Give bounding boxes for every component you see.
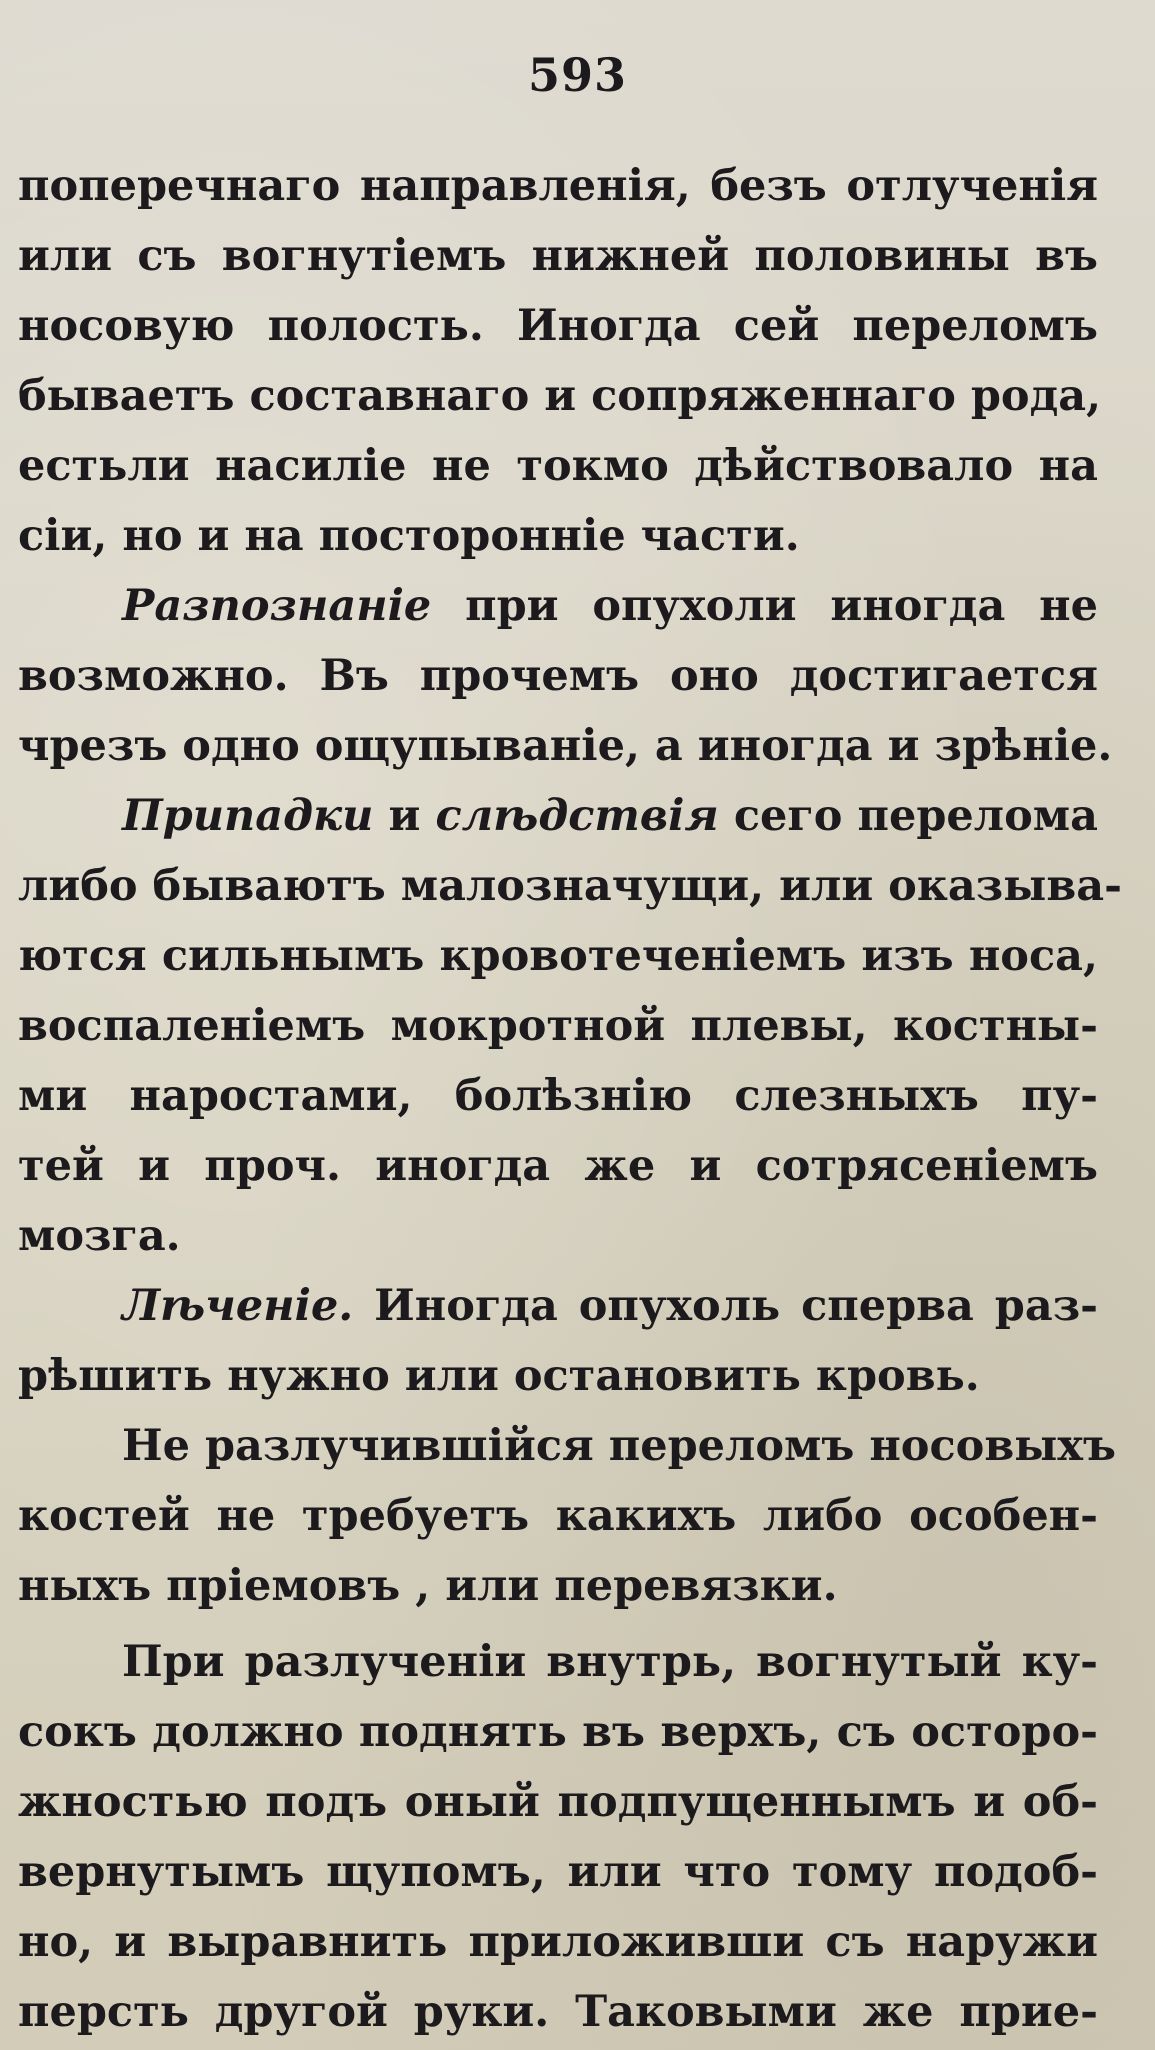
- text-line: ныхъ пріемовъ , или перевязки.: [18, 1561, 838, 1611]
- text-line: рѣшить нужно или остановить кровь.: [18, 1351, 980, 1401]
- text-line-fragment: сего перелома: [733, 791, 1098, 841]
- text-line: тей и проч. иногда же и сотрясеніемъ: [18, 1141, 1098, 1191]
- text-line: но, и выравнить приложивши съ наружи: [18, 1917, 1098, 1967]
- text-line: естьли насиліе не токмо дѣйствовало на: [18, 441, 1098, 491]
- text-line: чрезъ одно ощупываніе, а иногда и зрѣніе.: [18, 721, 1113, 771]
- text-line: костей не требуетъ какихъ либо особен-: [18, 1491, 1098, 1541]
- text-conjunction: и: [388, 791, 421, 841]
- text-line: Не разлучившійся переломъ носовыхъ: [122, 1421, 1116, 1471]
- text-line: носовую полость. Иногда сей переломъ: [18, 301, 1098, 351]
- text-line: воспаленіемъ мокротной плевы, костны-: [18, 1001, 1098, 1051]
- text-line-fragment: при опухоли иногда не: [465, 581, 1098, 631]
- text-line: сіи, но и на посторонніе части.: [18, 511, 800, 561]
- italic-term-sledstvia: слѣдствія: [435, 791, 719, 841]
- text-line: жностью подъ оный подпущеннымъ и об-: [18, 1777, 1098, 1827]
- text-line-fragment: Иногда опухоль сперва раз-: [374, 1281, 1098, 1331]
- text-line: или съ вогнутіемъ нижней половины въ: [18, 231, 1098, 281]
- text-line: бываетъ составнаго и сопряженнаго рода,: [18, 371, 1102, 421]
- italic-term-pripadki: Припадки: [122, 791, 374, 841]
- paragraph-symptoms-first-line: [122, 786, 1098, 846]
- page-number: 593: [527, 48, 628, 102]
- text-line: возможно. Въ прочемъ оно достигается: [18, 651, 1098, 701]
- text-line: вернутымъ щупомъ, или что тому подоб-: [18, 1847, 1098, 1897]
- text-line: сокъ должно поднять въ верхъ, съ осторо-: [18, 1707, 1098, 1757]
- text-line: При разлученіи внутрь, вогнутый ку-: [122, 1637, 1098, 1687]
- paragraph-treatment-first-line: [122, 1276, 1098, 1336]
- italic-term-razpoznanie: Разпознаніе: [122, 581, 432, 631]
- text-line: персть другой руки. Таковыми же прие-: [18, 1987, 1098, 2037]
- text-line: ются сильнымъ кровотеченіемъ изъ носа,: [18, 931, 1098, 981]
- italic-term-lechenie: Лѣченіе.: [122, 1281, 354, 1331]
- text-line: поперечнаго направленія, безъ отлученія: [18, 161, 1098, 211]
- text-line: либо бываютъ малозначущи, или оказыва-: [18, 861, 1122, 911]
- paragraph-diagnosis-first-line: [122, 576, 1098, 636]
- text-line: мозга.: [18, 1211, 181, 1261]
- text-line: ми наростами, болѣзнію слезныхъ пу-: [18, 1071, 1098, 1121]
